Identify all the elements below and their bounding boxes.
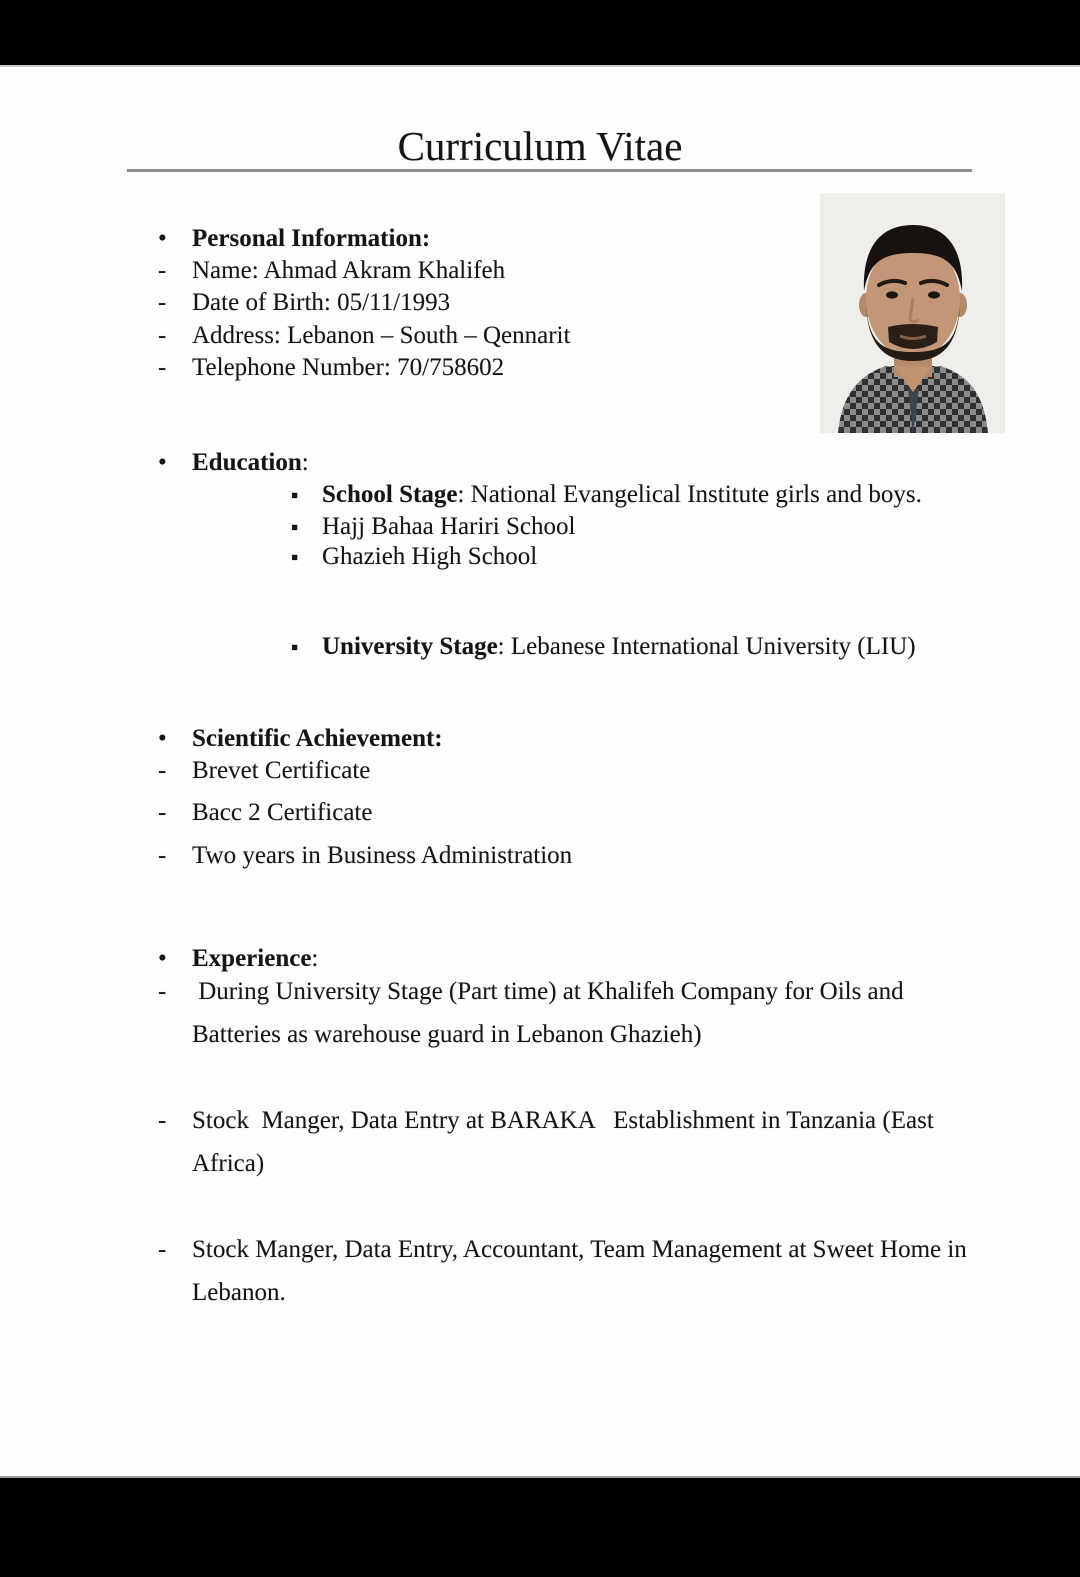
scientific-achievement-text: Two years in Business Administration	[192, 842, 573, 869]
personal-info-item-dob	[158, 286, 450, 320]
experience-item	[158, 1099, 976, 1185]
personal-info-item-name	[158, 254, 505, 288]
experience-text: During University Stage (Part time) at Khalifeh Company for Oils and Batteries as warehouse guard in Lebanon Ghazieh)	[192, 978, 910, 1048]
section-heading-label: Personal Information:	[192, 225, 431, 252]
dash-marker: -	[158, 1236, 167, 1263]
square-marker: ▪	[291, 483, 299, 507]
section-heading-label: Experience	[192, 945, 312, 972]
experience-item	[158, 970, 976, 1056]
education-heading	[158, 446, 309, 480]
scientific-achievement-text: Brevet Certificate	[192, 757, 371, 784]
personal-info-text: Address: Lebanon – South – Qennarit	[192, 322, 571, 349]
person-photo-graphic	[820, 193, 1005, 433]
scientific-achievement-heading	[158, 722, 443, 756]
page-title: Curriculum Vitae	[397, 123, 683, 169]
education-school-text: Ghazieh High School	[322, 543, 538, 570]
section-heading-suffix: :	[311, 945, 319, 972]
bullet-marker: •	[158, 449, 167, 476]
square-marker: ▪	[291, 635, 299, 659]
education-stage-label: School Stage	[322, 481, 458, 508]
bullet-marker: •	[158, 725, 167, 752]
experience-item	[158, 1228, 976, 1314]
dash-marker: -	[158, 322, 167, 349]
dash-marker: -	[158, 257, 167, 284]
section-heading-label: Education	[192, 449, 302, 476]
personal-info-text: Date of Birth: 05/11/1993	[192, 289, 451, 316]
personal-info-item-address	[158, 319, 570, 353]
personal-info-text: Telephone Number: 70/758602	[192, 354, 505, 381]
section-heading-suffix: :	[301, 449, 309, 476]
square-marker: ▪	[291, 515, 299, 539]
personal-info-text: Name: Ahmad Akram Khalifeh	[192, 257, 506, 284]
title-divider	[127, 169, 972, 172]
bullet-marker: •	[158, 945, 167, 972]
education-school-item	[291, 540, 537, 574]
dash-marker: -	[158, 1107, 167, 1134]
personal-info-item-phone	[158, 351, 504, 385]
dash-marker: -	[158, 757, 167, 784]
experience-text: Stock Manger, Data Entry, Accountant, Team Management at Sweet Home in Lebanon.	[192, 1236, 974, 1306]
square-marker: ▪	[291, 545, 299, 569]
education-stage-text: : National Evangelical Institute girls and boys.	[457, 481, 922, 508]
top-letterbox-bar	[0, 0, 1080, 67]
section-heading-label: Scientific Achievement:	[192, 725, 443, 752]
dash-marker: -	[158, 354, 167, 381]
portrait-photo	[820, 193, 1005, 433]
dash-marker: -	[158, 289, 167, 316]
bullet-marker: •	[158, 225, 167, 252]
scientific-achievement-text: Bacc 2 Certificate	[192, 799, 373, 826]
education-university-stage-item	[291, 630, 916, 664]
dash-marker: -	[158, 799, 167, 826]
experience-text: Stock Manger, Data Entry at BARAKA Establishment in Tanzania (East Africa)	[192, 1107, 939, 1177]
personal-info-heading	[158, 222, 430, 256]
education-school-text: Hajj Bahaa Hariri School	[322, 513, 576, 540]
scientific-achievement-item	[158, 796, 372, 830]
dash-marker: -	[158, 842, 167, 869]
bottom-letterbox-bar	[0, 1476, 1080, 1577]
education-school-item	[291, 510, 575, 544]
education-stage-text: : Lebanese International University (LIU)	[497, 633, 916, 660]
dash-marker: -	[158, 978, 167, 1005]
scientific-achievement-item	[158, 839, 572, 873]
scientific-achievement-item	[158, 754, 370, 788]
education-school-stage-item	[291, 478, 922, 512]
education-stage-label: University Stage	[322, 633, 498, 660]
